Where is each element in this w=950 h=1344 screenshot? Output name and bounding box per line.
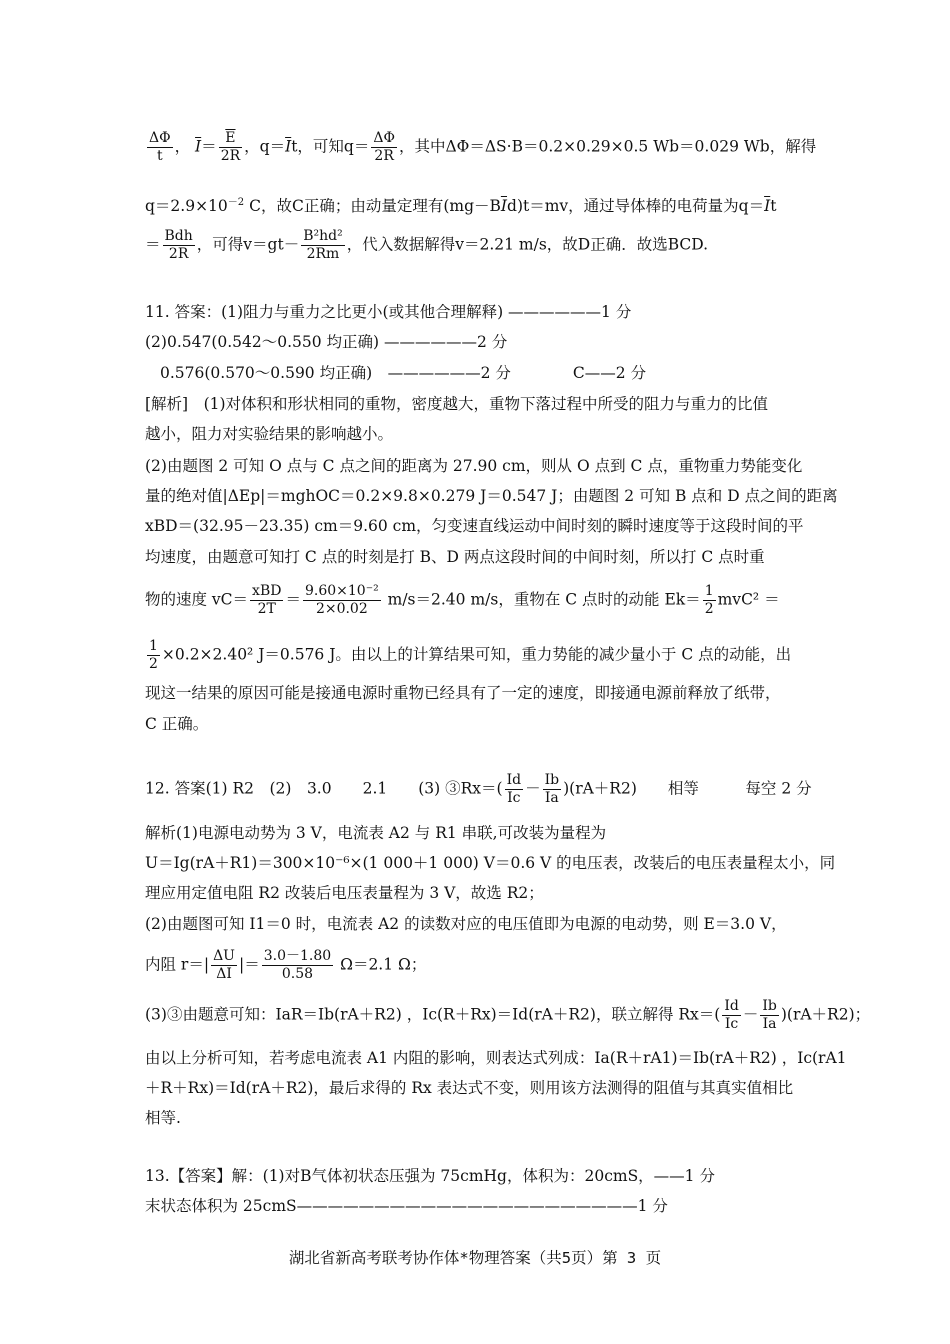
text-line-6: 0.576(0.570～0.590 均正确) ——————2 分 C——2 分 bbox=[160, 364, 647, 382]
text-line-3: ＝ $\frac{\text{Bdh}}{2R}$ ，可得v＝gt－ $\frac{\text{B²hd²}}{2Rm}$ ，代入数据解得v＝2.21 m/s，故D正确．故选BCD. bbox=[145, 228, 709, 262]
text-line-28: 末状态体积为 25cmS——————————————————————1 分 bbox=[145, 1197, 668, 1215]
fraction: $\frac{Ib}{Ia}$ bbox=[544, 772, 560, 806]
text-line-19: U＝Ig(rA＋R1)＝300×10⁻⁶×(1 000＋1 000) V＝0.6 V 的电压表，改装后的电压表量程太小，同 bbox=[145, 854, 836, 872]
text-line-2: $q=2.9\times 10^{-2}$ C，故C正确；由动量定理有$(mg-B\overline{I}d)t=mv$，通过导体棒的电荷量为$q=\overline{I}t$ bbox=[145, 197, 777, 216]
fraction: $\frac{\text{B²hd²}}{2Rm}$ bbox=[303, 228, 343, 262]
text-line-14: $\frac{1}{2}$ ×0.2×2.40² J＝0.576 J。由以上的计算结果可知，重力势能的减少量小于 C 点的动能，出 bbox=[149, 638, 792, 672]
page-footer: 湖北省新高考联考协作体*物理答案（共5页）第 3 页 bbox=[288, 1249, 662, 1267]
fraction: $\frac{Id}{Ic}$ bbox=[506, 772, 522, 806]
fraction: $\frac{\text{Bdh}}{2R}$ bbox=[164, 228, 193, 262]
fraction: $\frac{\Delta\Phi}{2R}$ bbox=[373, 130, 395, 164]
text-line-16: C 正确。 bbox=[145, 715, 209, 733]
fraction: $\frac{Id}{Ic}$ bbox=[724, 998, 739, 1032]
text-line-20: 理应用定值电阻 R2 改装后电压表量程为 3 V，故选 R2； bbox=[145, 884, 544, 902]
text-line-10: 量的绝对值|ΔEp|＝mghOC＝0.2×9.8×0.279 J＝0.547 J；由题图 2 可知 B 点和 D 点之间的距离 bbox=[145, 487, 838, 505]
fraction: $\frac{\overline{E}}{2R}$ bbox=[220, 130, 241, 164]
fraction: $\frac{1}{2}$ bbox=[704, 583, 714, 617]
fraction: $\frac{\text{xBD}}{2T}$ bbox=[252, 583, 282, 617]
text-line-1: $\frac{\Delta\Phi}{t}$ ， $\overline{I}=$ $\frac{\overline{E}}{2R}$ ，$q=\overline{I}t$，可知q＝ $\frac{\Delta\Phi}{2R}$ ，其中ΔΦ＝ΔS·B＝0.2×0.29×0.5 Wb＝0.029 Wb，解得 bbox=[149, 130, 817, 164]
fraction: $\frac{\text{9.60×10⁻²}}{2\times 0.02}$ bbox=[304, 583, 379, 617]
text-line-17: 12. 答案(1) R2 (2) 3.0 2.1 (3) ③Rx＝( $\frac{Id}{Ic}$ － $\frac{Ib}{Ia}$ )(rA＋R2) 相等 每空 2 分 bbox=[145, 772, 812, 806]
text-line-8: 越小，阻力对实验结果的影响越小。 bbox=[145, 425, 394, 443]
fraction: $\frac{\Delta U}{\Delta I}$ bbox=[213, 948, 235, 982]
text-line-27: 13.【答案】解：(1)对B气体初状态压强为 75cmHg，体积为：20cmS，——1 分 bbox=[145, 1167, 715, 1185]
text-line-18: 解析(1)电源电动势为 3 V，电流表 A2 与 R1 串联,可改装为量程为 bbox=[145, 824, 607, 842]
text-line-4: 11. 答案：(1)阻力与重力之比更小(或其他合理解释) ——————1 分 bbox=[145, 303, 632, 321]
text-line-12: 均速度，由题意可知打 C 点的时刻是打 B、D 两点这段时间的中间时刻，所以打 C 点时重 bbox=[145, 548, 765, 566]
fraction: $\frac{3.0-1.80}{0.58}$ bbox=[263, 948, 332, 982]
text-line-26: 相等. bbox=[145, 1109, 181, 1127]
text-line-7: [解析] (1)对体积和形状相同的重物，密度越大，重物下落过程中所受的阻力与重力的比值 bbox=[145, 395, 769, 413]
text-line-23: (3)③由题意可知：IaR＝Ib(rA＋R2) ，Ic(R＋Rx)＝Id(rA＋R2)，联立解得 Rx＝( $\frac{Id}{Ic}$ － $\frac{Ib}{Ia}$ )(rA＋R2)； bbox=[145, 998, 871, 1032]
text-line-15: 现这一结果的原因可能是接通电源时重物已经具有了一定的速度，即接通电源前释放了纸带， bbox=[145, 684, 781, 702]
text-line-25: ＋R＋Rx)＝Id(rA＋R2)，最后求得的 Rx 表达式不变，则用该方法测得的阻值与其真实值相比 bbox=[145, 1079, 794, 1097]
fraction: $\frac{Ib}{Ia}$ bbox=[762, 998, 777, 1032]
text-line-22: 内阻 r＝| $\frac{\Delta U}{\Delta I}$ |＝ $\frac{3.0-1.80}{0.58}$ Ω＝2.1 Ω； bbox=[145, 948, 427, 982]
text-line-5: (2)0.547(0.542～0.550 均正确) ——————2 分 bbox=[145, 333, 508, 351]
text-line-21: (2)由题图可知 I1＝0 时，电流表 A2 的读数对应的电压值即为电源的电动势，则 E＝3.0 V， bbox=[145, 915, 787, 933]
text-line-11: xBD＝(32.95－23.35) cm＝9.60 cm，匀变速直线运动中间时刻的瞬时速度等于这段时间的平 bbox=[145, 517, 804, 535]
text-line-13: 物的速度 vC＝ $\frac{\text{xBD}}{2T}$ ＝ $\frac{\text{9.60×10⁻²}}{2\times 0.02}$ m/s＝2.40 m/s，重物在 C 点时的动能 Ek＝ $\frac{1}{2}$ mvC² ＝ bbox=[145, 583, 780, 617]
text-line-9: (2)由题图 2 可知 O 点与 C 点之间的距离为 27.90 cm，则从 O 点到 C 点，重物重力势能变化 bbox=[145, 457, 803, 475]
fraction: $\frac{1}{2}$ bbox=[149, 638, 158, 672]
fraction: $\frac{\Delta\Phi}{t}$ bbox=[149, 130, 171, 164]
text-line-24: 由以上分析可知，若考虑电流表 A1 内阻的影响，则表达式列成：Ia(R＋rA1)＝Ib(rA＋R2) ，Ic(rA1 bbox=[145, 1049, 847, 1067]
